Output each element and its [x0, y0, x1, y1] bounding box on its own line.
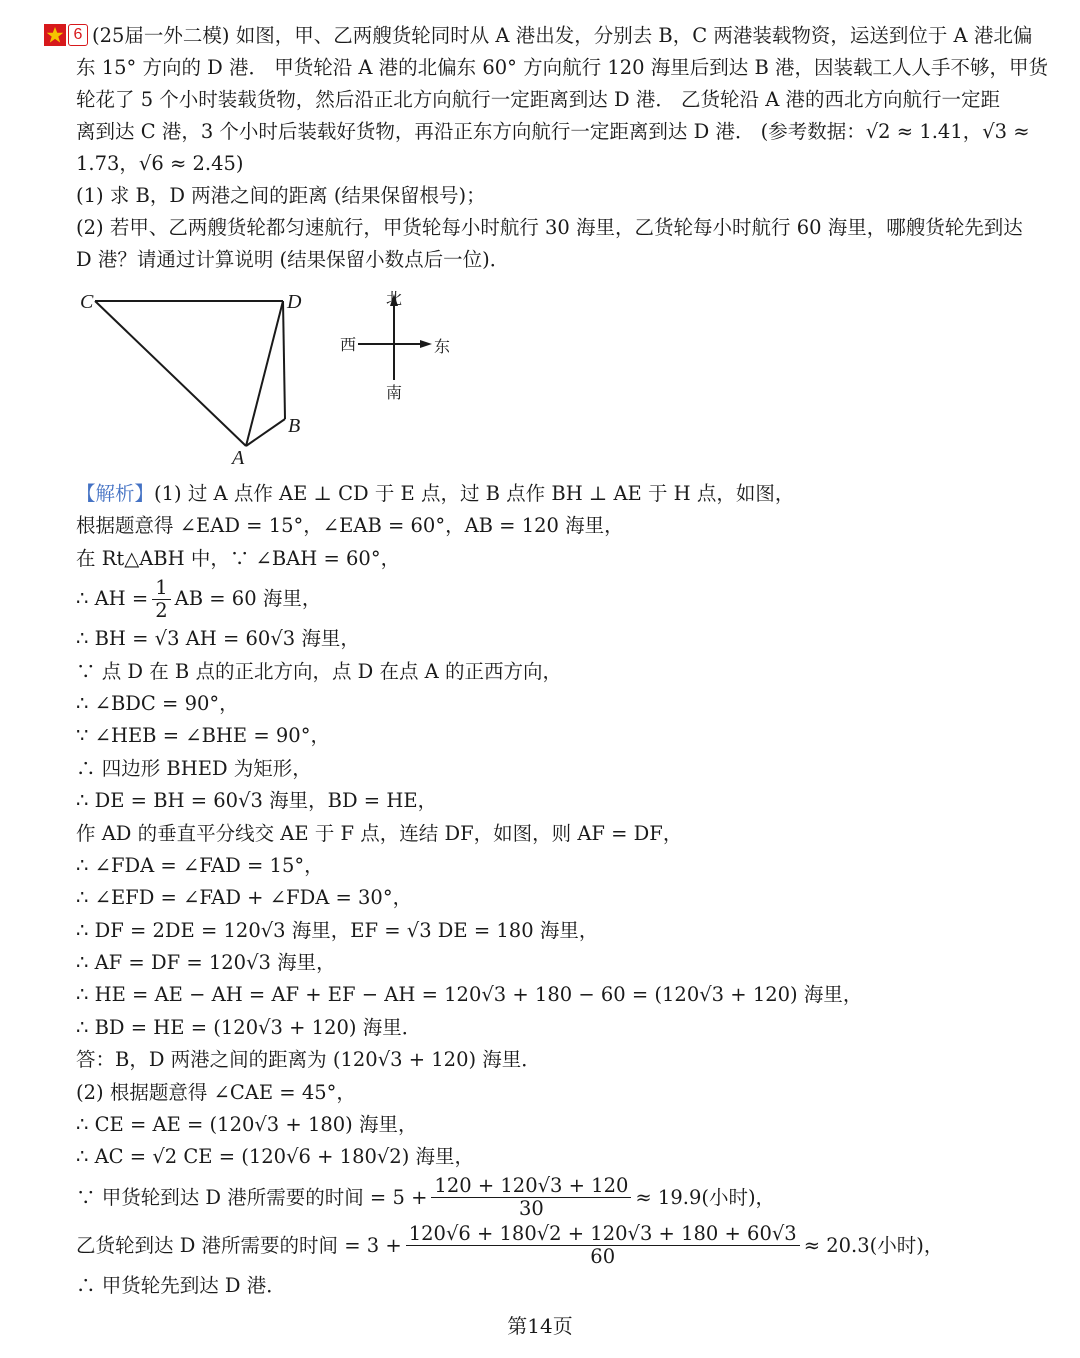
segment-db	[283, 301, 285, 419]
problem-line: 6 (25届一外二模) 如图，甲、乙两艘货轮同时从 A 港出发，分别去 B，C 两港装载物资，运送到位于 A 港北偏	[76, 20, 1026, 52]
solution-line-fraction: ∵ 甲货轮到达 D 港所需要的时间 = 5 + $\frac{120 + 120√3 + 120}{30}$ ≈ 19.9(小时)，	[76, 1174, 776, 1221]
solution-line: ∴ CE = AE = (120√3 + 180) 海里，	[76, 1113, 418, 1137]
compass-east: 东	[434, 337, 451, 356]
geometry-figure	[70, 284, 490, 474]
fraction: $\frac{120 + 120√3 + 120}{30}$	[431, 1175, 631, 1220]
solution-line: ∴ DF = 2DE = 120√3 海里，EF = √3 DE = 180 海里，	[76, 918, 599, 942]
fraction: $\frac{120√6 + 180√2 + 120√3 + 180 + 60√3}{60}$	[406, 1223, 800, 1268]
solution-line: ∴ HE = AE − AH = AF + EF − AH = 120√3 + 180 − 60 = (120√3 + 120) 海里，	[76, 983, 863, 1007]
segment-ca	[95, 301, 246, 446]
fraction: $\frac{1}{2}$	[152, 577, 170, 622]
page-number: 第14页	[507, 1314, 573, 1338]
point-label-b: B	[288, 415, 301, 437]
problem-statement	[73, 20, 1048, 276]
east-arrow-icon	[420, 340, 432, 348]
compass-north: 北	[386, 289, 403, 308]
solution-line: (2) 根据题意得 ∠CAE = 45°，	[76, 1080, 356, 1104]
question-2-cont: D 港？请通过计算说明 (结果保留小数点后一位)．	[76, 248, 510, 271]
point-label-c: C	[80, 291, 94, 313]
solution-line: ∴ ∠EFD = ∠FAD + ∠FDA = 30°，	[76, 886, 413, 910]
solution-line: 作 AD 的垂直平分线交 AE 于 F 点，连结 DF，如图，则 AF = DF，	[76, 821, 683, 845]
compass-west: 西	[340, 335, 357, 354]
analysis-tag: 【解析】	[76, 482, 155, 505]
conclusion: ∴ 甲货轮先到达 D 港．	[76, 1273, 286, 1297]
solution-line: 在 Rt△ABH 中，∵ ∠BAH = 60°，	[76, 546, 401, 570]
problem-line: 东 15° 方向的 D 港． 甲货轮沿 A 港的北偏东 60° 方向航行 120 海里后到达 B 港，因装载工人人手不够，甲货	[76, 56, 1048, 79]
compass-south: 南	[386, 383, 403, 402]
solution-line: ∴ BH = √3 AH = 60√3 海里，	[76, 627, 360, 651]
solution-line: ∴ 四边形 BHED 为矩形，	[76, 756, 312, 780]
problem-line: 轮花了 5 个小时装载货物，然后沿正北方向航行一定距离到达 D 港． 乙货轮沿 A 港的西北方向航行一定距	[76, 88, 1001, 111]
solution-line: ∴ AF = DF = 120√3 海里，	[76, 951, 336, 975]
problem-line: 离到达 C 港，3 个小时后装载好货物，再沿正东方向航行一定距离到达 D 港． (参考数据：√2 ≈ 1.41，√3 ≈	[76, 120, 1030, 143]
solution-line: 【解析】(1) 过 A 点作 AE ⊥ CD 于 E 点，过 B 点作 BH ⊥ AE 于 H 点，如图，	[76, 482, 795, 505]
point-label-d: D	[287, 291, 302, 313]
solution-line: 根据题意得 ∠EAD = 15°，∠EAB = 60°，AB = 120 海里，	[76, 514, 624, 538]
problem-line: 1.73，√6 ≈ 2.45)	[76, 152, 244, 175]
solution-line: ∵ 点 D 在 B 点的正北方向，点 D 在点 A 的正西方向，	[76, 659, 562, 683]
solution-line: ∵ ∠HEB = ∠BHE = 90°，	[76, 724, 330, 748]
point-label-a: A	[232, 447, 245, 469]
solution-line: ∴ BD = HE = (120√3 + 120) 海里．	[76, 1015, 422, 1039]
star-icon	[44, 24, 66, 46]
question-2: (2) 若甲、乙两艘货轮都匀速航行，甲货轮每小时航行 30 海里，乙货轮每小时航行 60 海里，哪艘货轮先到达	[76, 216, 1023, 239]
solution-line-fraction: ∴ AH = $\frac{1}{2}$ AB = 60 海里，	[76, 575, 322, 622]
problem-badge	[44, 24, 88, 46]
problem-number: 6	[68, 24, 88, 46]
solution-line: ∴ DE = BH = 60√3 海里，BD = HE，	[76, 789, 438, 813]
solution-line: ∴ AC = √2 CE = (120√6 + 180√2) 海里，	[76, 1145, 475, 1169]
question-1: (1) 求 B，D 两港之间的距离 (结果保留根号)；	[76, 184, 486, 207]
solution-line: ∴ ∠FDA = ∠FAD = 15°，	[76, 853, 324, 877]
answer-1: 答：B，D 两港之间的距离为 (120√3 + 120) 海里．	[76, 1048, 541, 1072]
solution-line: ∴ ∠BDC = 90°，	[76, 691, 239, 715]
solution-line-fraction: 乙货轮到达 D 港所需要的时间 = 3 + $\frac{120√6 + 180√2 + 120√3 + 180 + 60√3}{60}$ ≈ 20.3(小时)，	[76, 1222, 944, 1269]
solution	[76, 478, 1026, 1302]
